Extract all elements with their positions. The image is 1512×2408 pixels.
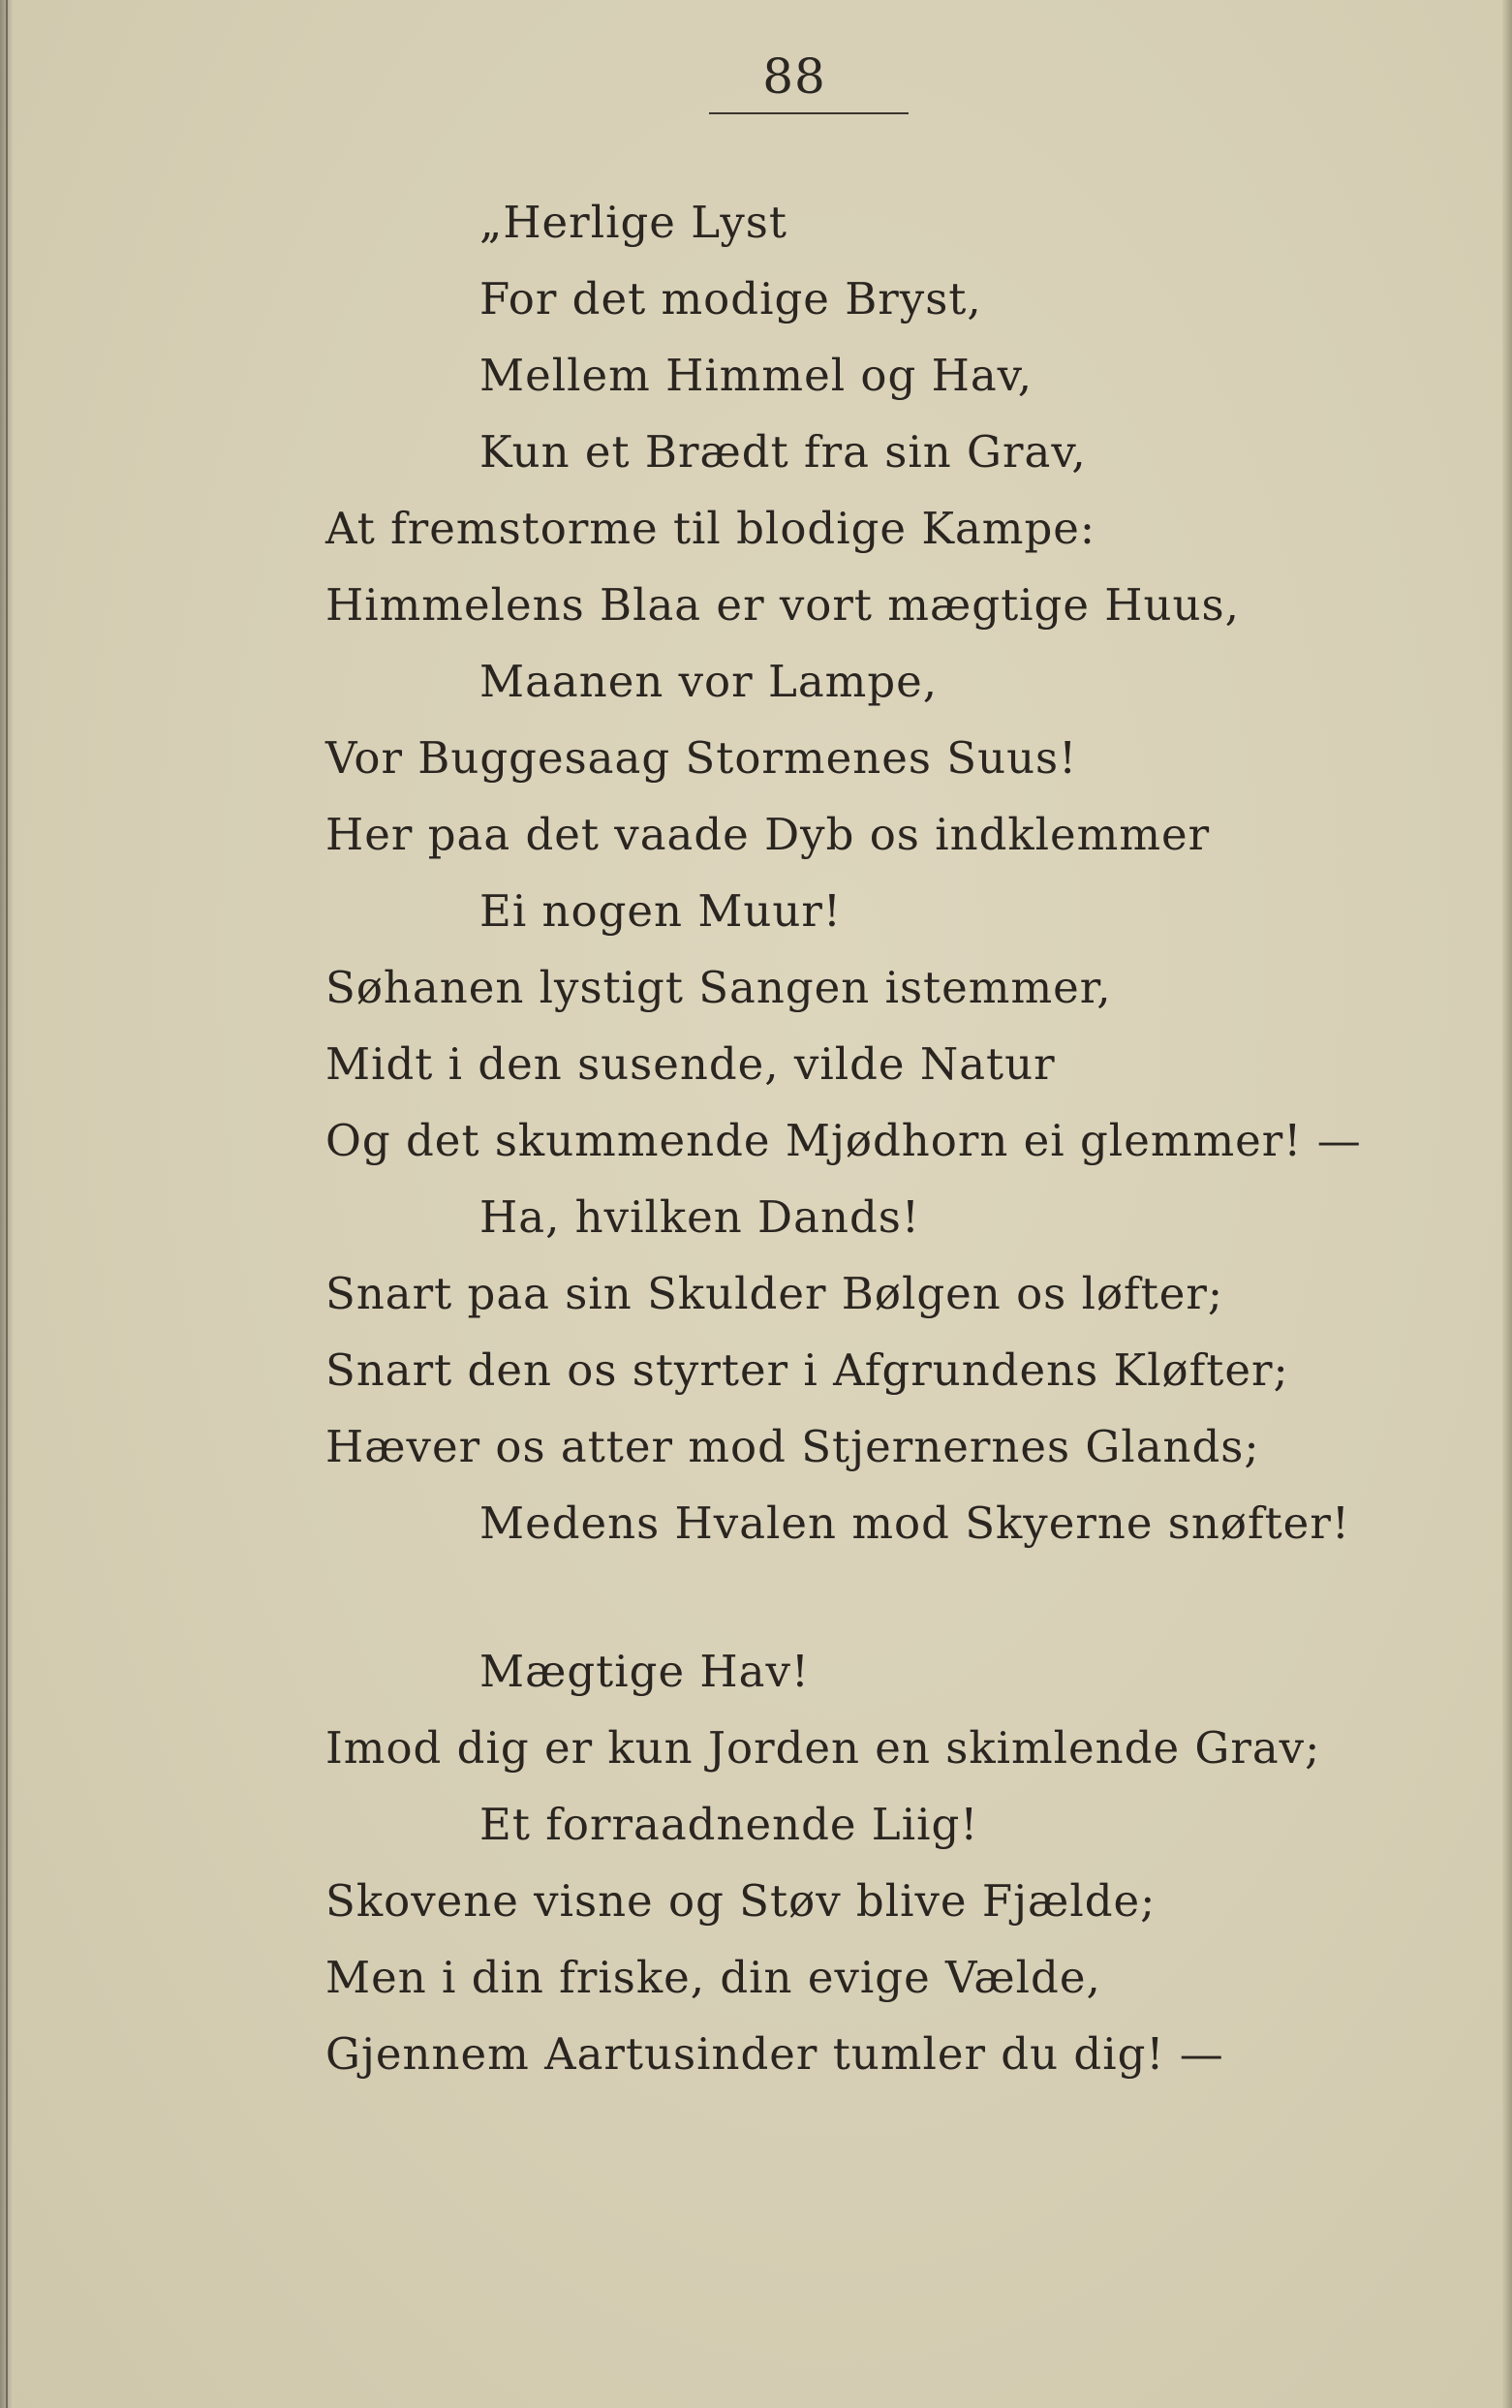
poem-line: Mægtige Hav!: [479, 1646, 810, 1697]
poem-line: Snart den os styrter i Afgrundens Kløfter;: [325, 1344, 1289, 1396]
poem-line: Midt i den susende, vilde Natur: [325, 1038, 1056, 1090]
poem-line: Mellem Himmel og Hav,: [479, 350, 1034, 401]
page-number: 88: [762, 48, 826, 105]
poem-line: Ha, hvilken Dands!: [479, 1191, 920, 1243]
poem-line: Medens Hvalen mod Skyerne snøfter!: [479, 1497, 1350, 1549]
poem-line: Hæver os atter mod Stjernernes Glands;: [325, 1421, 1260, 1472]
poem-line: Vor Buggesaag Stormenes Suus!: [325, 732, 1078, 784]
poem-line: Himmelens Blaa er vort mægtige Huus,: [325, 579, 1240, 631]
poem-line: Snart paa sin Skulder Bølgen os løfter;: [325, 1268, 1224, 1319]
poem-line: Et forraadnende Liig!: [479, 1799, 979, 1850]
poem-line: Ei nogen Muur!: [479, 885, 842, 937]
poem-line: Men i din friske, din evige Vælde,: [325, 1952, 1101, 2003]
poem-line: Skovene visne og Støv blive Fjælde;: [325, 1875, 1157, 1927]
poem-line: Her paa det vaade Dyb os indklemmer: [325, 809, 1211, 860]
poem-line: Kun et Brædt fra sin Grav,: [479, 426, 1087, 478]
poem-line: At fremstorme til blodige Kampe:: [325, 503, 1096, 554]
poem-line: Imod dig er kun Jorden en skimlende Grav;: [325, 1722, 1321, 1774]
poem-line: Gjennem Aartusinder tumler du dig! —: [325, 2028, 1224, 2080]
poem-line: For det modige Bryst,: [479, 273, 982, 324]
poem-line: Søhanen lystigt Sangen istemmer,: [325, 962, 1112, 1013]
poem-line: Maanen vor Lampe,: [479, 656, 939, 707]
poem-line: „Herlige Lyst: [479, 197, 787, 248]
poem-line: Og det skummende Mjødhorn ei glemmer! —: [325, 1115, 1362, 1166]
